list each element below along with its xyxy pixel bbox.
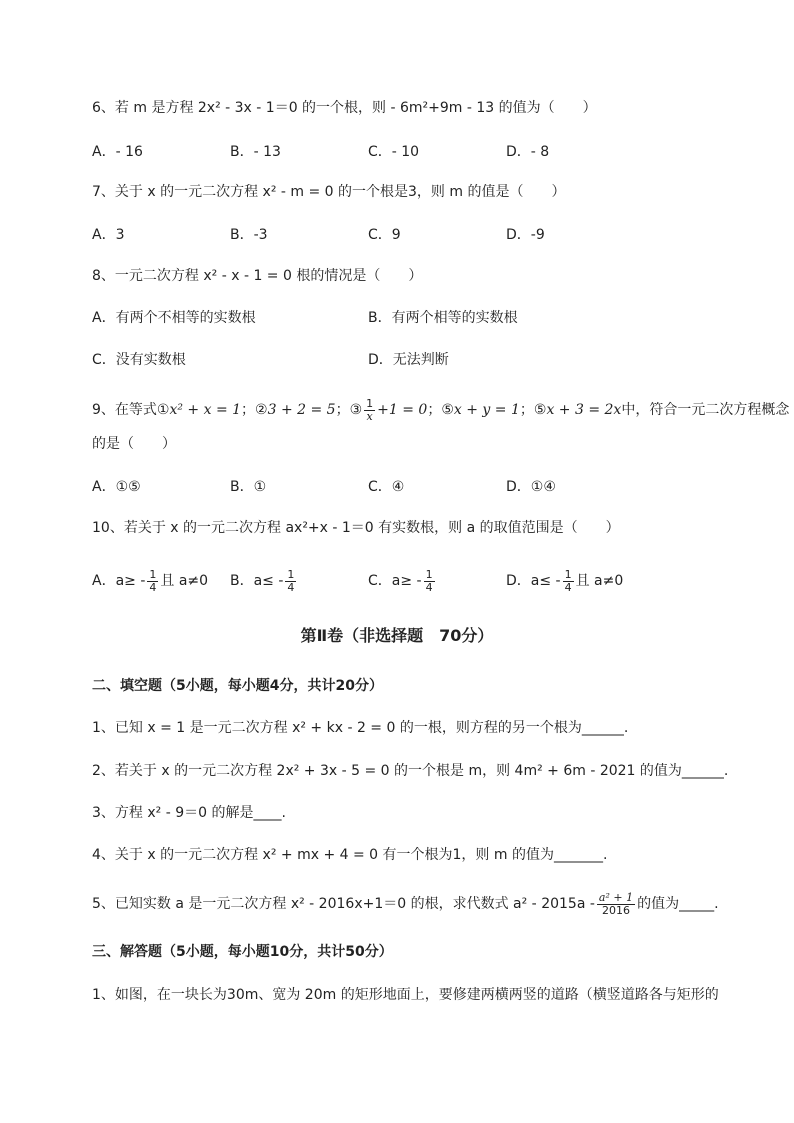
fill-question-1: 1、已知 x = 1 是一元二次方程 x² + kx - 2 = 0 的一根，则方程的另一个根为______. xyxy=(92,720,629,736)
q9-sep-3: ；⑤ xyxy=(427,402,454,418)
fill-5-frac-den: 2016 xyxy=(602,903,630,917)
frac-den: 4 xyxy=(564,580,572,594)
q9-option-d: D．①④ xyxy=(506,479,556,495)
fill-question-2: 2、若关于 x 的一元二次方程 2x² + 3x - 5 = 0 的一个根是 m，则 4m² + 6m - 2021 的值为______. xyxy=(92,763,729,779)
frac-den: 4 xyxy=(287,580,295,594)
frac-num: 1 xyxy=(425,567,433,581)
q10-option-d-tail: 且 a≠0 xyxy=(575,573,624,589)
q8-option-d: D．无法判断 xyxy=(368,352,449,368)
q10-option-b-text: B．a≤ - xyxy=(230,573,284,589)
q9-sep-2: ；③ xyxy=(335,402,363,418)
section-3-heading: 三、解答题（5小题，每小题10分，共计50分） xyxy=(92,944,393,960)
q9-eq-2: 3 + 2 = 5 xyxy=(267,402,336,418)
question-8-options-row2 xyxy=(92,350,732,370)
solve-question-1: 1、如图，在一块长为30m、宽为 20m 的矩形地面上，要修建两横两竖的道路（横竖道路各与矩形的 xyxy=(92,987,719,1003)
q8-option-a: A．有两个不相等的实数根 xyxy=(92,310,256,326)
question-8-stem: 8、一元二次方程 x² - x - 1 = 0 根的情况是（ ） xyxy=(92,268,423,284)
q9-frac-num: 1 xyxy=(366,396,374,410)
q9-option-a: A．①⑤ xyxy=(92,479,141,495)
q9-stem-start: 9、在等式① xyxy=(92,402,170,418)
q9-sep-4: ；⑤ xyxy=(519,402,547,418)
q9-frac-den: x xyxy=(366,409,373,423)
q9-eq-3-tail: +1 = 0 xyxy=(377,402,428,418)
question-7-options xyxy=(92,225,732,245)
question-8-options-row1 xyxy=(92,308,732,328)
q9-eq-1: x² + x = 1 xyxy=(169,402,242,418)
fill-question-3: 3、方程 x² - 9＝0 的解是____. xyxy=(92,805,286,821)
q9-option-c: C．④ xyxy=(368,479,405,495)
frac-den: 4 xyxy=(149,580,157,594)
q10-option-c-frac xyxy=(424,569,435,594)
q7-option-d: D．-9 xyxy=(506,227,545,243)
question-9-options xyxy=(92,477,732,497)
fill-5-tail: 的值为_____. xyxy=(637,896,719,912)
fill-question-4: 4、关于 x 的一元二次方程 x² + mx + 4 = 0 有一个根为1，则 m 的值为_______. xyxy=(92,847,608,863)
q9-fraction xyxy=(364,398,375,423)
q9-stem-mid: 中，符合一元二次方程概念 xyxy=(621,402,790,418)
q10-option-b-frac xyxy=(285,569,296,594)
frac-num: 1 xyxy=(564,567,572,581)
q10-option-a-frac xyxy=(147,569,158,594)
q6-option-c: C．- 10 xyxy=(368,144,420,160)
question-9-stem xyxy=(92,396,790,424)
q8-option-c: C．没有实数根 xyxy=(92,352,186,368)
section-2-heading: 二、填空题（5小题，每小题4分，共计20分） xyxy=(92,678,383,694)
q10-option-d-frac xyxy=(563,569,574,594)
q7-option-b: B．-3 xyxy=(230,227,268,243)
q7-option-a: A．3 xyxy=(92,227,125,243)
q10-option-b xyxy=(230,566,298,596)
q10-option-a-tail: 且 a≠0 xyxy=(160,573,209,589)
fill-5-fraction xyxy=(597,892,635,917)
q9-eq-4: x + y = 1 xyxy=(453,402,520,418)
q8-option-b: B．有两个相等的实数根 xyxy=(368,310,518,326)
question-10-options xyxy=(92,566,732,596)
q10-option-c xyxy=(368,566,437,596)
fill-5-text: 5、已知实数 a 是一元二次方程 x² - 2016x+1＝0 的根，求代数式 a² - 2015a - xyxy=(92,896,595,912)
q10-option-a xyxy=(92,566,208,596)
question-6-stem: 6、若 m 是方程 2x² - 3x - 1＝0 的一个根，则 - 6m²+9m - 13 的值为（ ） xyxy=(92,100,597,116)
frac-num: 1 xyxy=(149,567,157,581)
frac-den: 4 xyxy=(425,580,433,594)
fill-question-5 xyxy=(92,888,754,920)
q9-option-b: B．① xyxy=(230,479,267,495)
q9-eq-5: x + 3 = 2x xyxy=(546,402,622,418)
fill-5-frac-num: a² + 1 xyxy=(598,890,634,904)
q6-option-a: A．- 16 xyxy=(92,144,143,160)
q10-option-d-text: D．a≤ - xyxy=(506,573,561,589)
q10-option-d xyxy=(506,566,623,596)
q6-option-b: B．- 13 xyxy=(230,144,281,160)
question-6-options xyxy=(92,142,732,162)
question-9-stem-cont: 的是（ ） xyxy=(92,436,176,452)
q6-option-d: D．- 8 xyxy=(506,144,550,160)
q10-option-a-text: A．a≥ - xyxy=(92,573,146,589)
frac-num: 1 xyxy=(287,567,295,581)
q10-option-c-text: C．a≥ - xyxy=(368,573,422,589)
part-2-title: 第Ⅱ卷（非选择题 70分） xyxy=(300,626,494,645)
question-7-stem: 7、关于 x 的一元二次方程 x² - m = 0 的一个根是3，则 m 的值是（ ） xyxy=(92,184,566,200)
q9-sep-1: ；② xyxy=(241,402,268,418)
q7-option-c: C．9 xyxy=(368,227,401,243)
question-10-stem: 10、若关于 x 的一元二次方程 ax²+x - 1＝0 有实数根，则 a 的取值范围是（ ） xyxy=(92,520,620,536)
